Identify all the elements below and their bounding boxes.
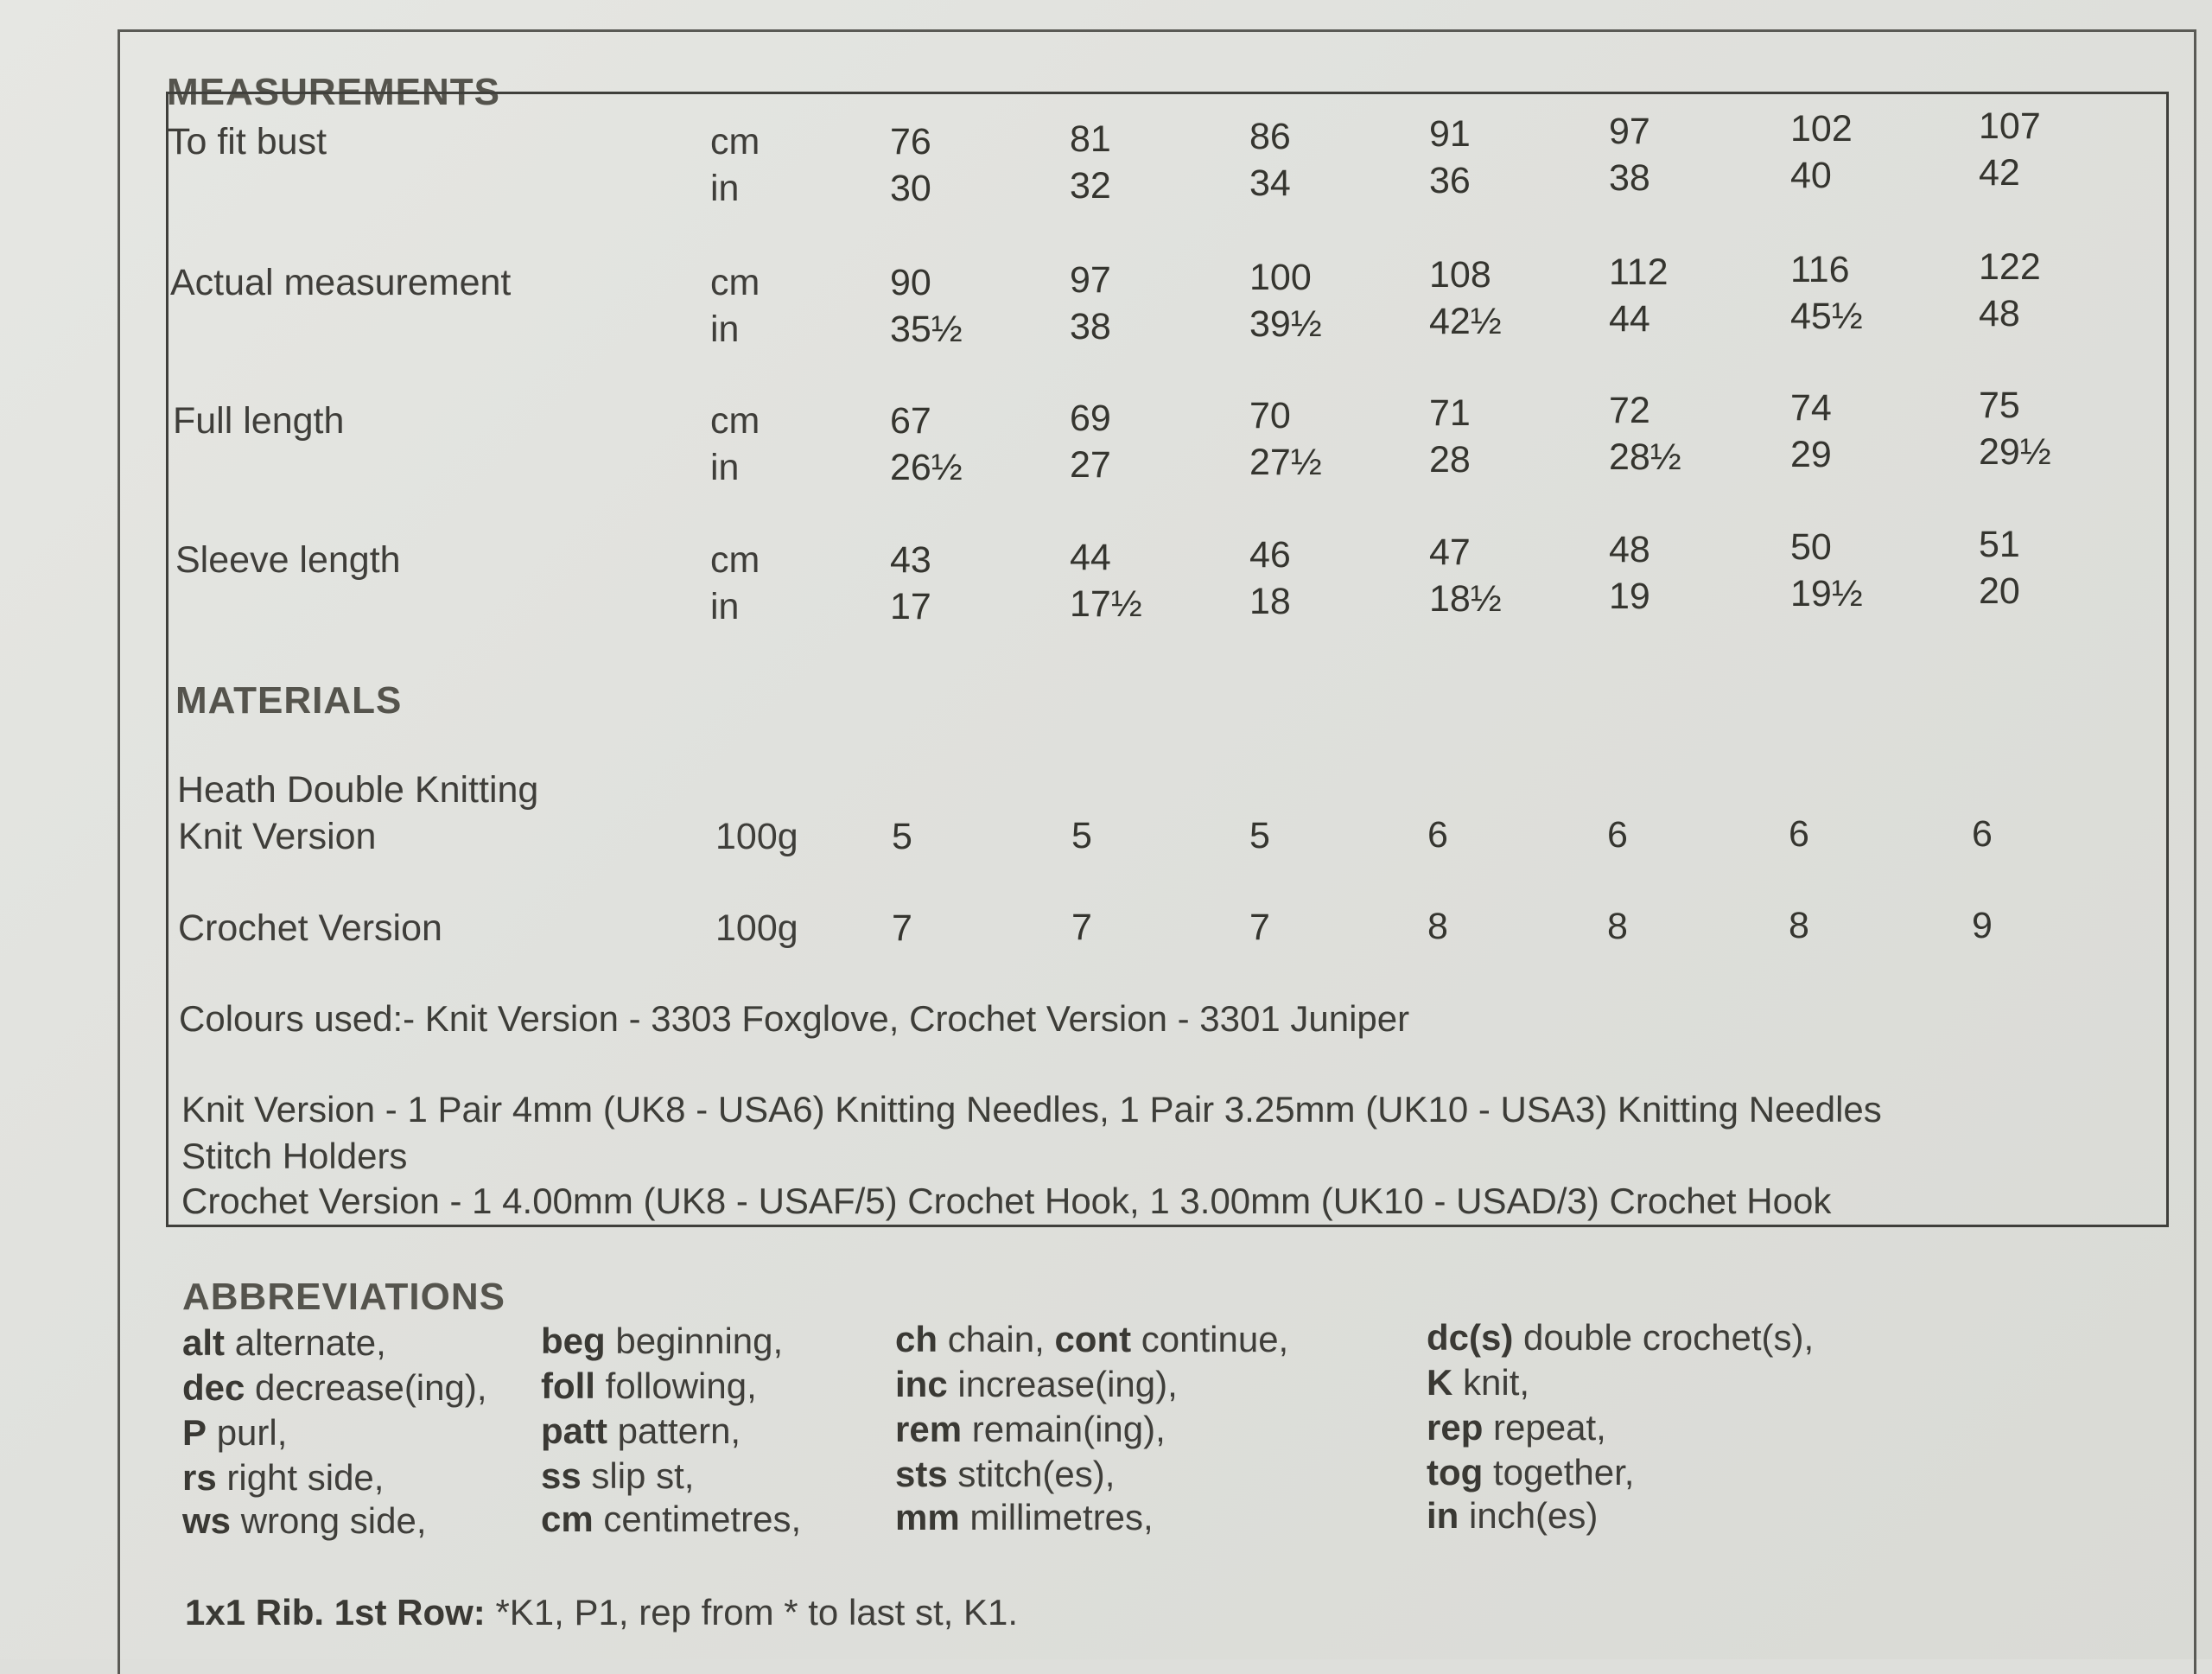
abbreviation-item (182, 1457, 384, 1499)
unit-cm: cm (710, 400, 760, 442)
abbreviation-term: inc (895, 1364, 948, 1404)
measurement-label: Actual measurement (170, 262, 512, 303)
measurement-value: 76 (890, 121, 931, 162)
measurement-value: 47 (1429, 531, 1471, 573)
abbreviation-term: sts (895, 1454, 948, 1494)
measurement-value: 50 (1790, 526, 1832, 568)
material-quantity: 5 (892, 816, 912, 857)
abbreviation-meaning: stitch(es), (957, 1454, 1116, 1494)
measurement-value: 69 (1070, 398, 1111, 439)
abbreviation-item (1427, 1317, 1814, 1359)
abbreviation-item (895, 1454, 1115, 1495)
abbreviation-item (541, 1365, 757, 1407)
abbreviation-meaning: decrease(ing), (255, 1367, 487, 1408)
measurement-value: 42 (1979, 152, 2020, 194)
abbreviation-item (895, 1409, 1166, 1450)
measurement-value: 70 (1249, 395, 1291, 436)
abbreviation-meaning: millimetres, (969, 1497, 1154, 1537)
abbreviation-term: rep (1427, 1407, 1484, 1448)
measurements-heading: MEASUREMENTS (167, 71, 501, 113)
abbreviation-meaning: repeat, (1493, 1407, 1606, 1448)
unit-cm: cm (710, 262, 760, 303)
hooks-note: Crochet Version - 1 4.00mm (UK8 - USAF/5) Crochet Hook, 1 3.00mm (UK10 - USAD/3) Crochet Hook (181, 1181, 1832, 1221)
abbreviation-meaning: pattern, (617, 1410, 741, 1451)
abbreviation-meaning: right side, (226, 1457, 385, 1498)
measurement-value: 86 (1249, 116, 1291, 157)
measurement-value: 18½ (1429, 578, 1502, 620)
material-quantity: 5 (1249, 815, 1270, 856)
colours-note: Colours used:- Knit Version - 3303 Foxglove, Crochet Version - 3301 Juniper (179, 998, 1410, 1039)
abbreviation-meaning: beginning, (615, 1321, 784, 1361)
measurement-value: 38 (1609, 157, 1650, 199)
abbreviation-meaning: continue, (1141, 1319, 1289, 1359)
measurement-value: 38 (1070, 306, 1111, 347)
measurement-value: 32 (1070, 165, 1111, 207)
measurement-value: 27½ (1249, 442, 1322, 483)
abbreviation-meaning: centimetres, (603, 1499, 802, 1539)
abbreviation-meaning: wrong side, (240, 1500, 427, 1541)
measurement-value: 43 (890, 539, 931, 581)
abbreviation-term: foll (541, 1365, 595, 1406)
measurement-value: 81 (1070, 118, 1111, 160)
measurement-value: 90 (890, 262, 931, 303)
abbreviation-item (1427, 1495, 1598, 1537)
abbreviations-heading: ABBREVIATIONS (182, 1276, 505, 1318)
measurement-value: 72 (1609, 390, 1650, 431)
measurement-value: 112 (1609, 251, 1669, 293)
abbreviation-term: rem (895, 1409, 963, 1449)
abbreviation-item (1427, 1452, 1634, 1493)
abbreviation-item (182, 1367, 487, 1409)
unit-in: in (710, 447, 740, 488)
abbreviation-term: tog (1427, 1452, 1484, 1493)
material-unit: 100g (715, 816, 798, 857)
measurement-value: 102 (1790, 108, 1853, 150)
measurement-value: 29 (1790, 434, 1832, 475)
measurement-value: 17½ (1070, 583, 1142, 625)
abbreviation-meaning: remain(ing), (971, 1409, 1166, 1449)
measurement-value: 75 (1979, 385, 2020, 426)
abbreviation-meaning: slip st, (591, 1455, 695, 1496)
abbreviation-item (1427, 1362, 1529, 1403)
abbreviation-term: ss (541, 1455, 582, 1496)
abbreviation-term: alt (182, 1322, 226, 1363)
abbreviation-term: dc(s) (1427, 1317, 1514, 1358)
measurement-value: 36 (1429, 160, 1471, 201)
abbreviation-term: in (1427, 1495, 1459, 1536)
abbreviation-term: K (1427, 1362, 1453, 1403)
measurement-value: 19½ (1790, 573, 1863, 614)
measurement-value: 46 (1249, 534, 1291, 576)
material-quantity: 7 (1249, 907, 1270, 948)
abbreviation-term: beg (541, 1321, 606, 1361)
abbreviation-term: P (182, 1412, 207, 1453)
measurement-value: 34 (1249, 162, 1291, 204)
abbreviation-term: ch (895, 1319, 938, 1359)
abbreviation-item (541, 1499, 801, 1540)
abbreviation-term: ws (182, 1500, 232, 1541)
material-quantity: 6 (1607, 814, 1628, 856)
measurement-value: 28 (1429, 439, 1471, 481)
abbreviation-item (182, 1322, 386, 1364)
stitch-holders-note: Stitch Holders (181, 1136, 408, 1176)
measurement-value: 107 (1979, 105, 2041, 147)
abbreviation-item (182, 1500, 426, 1542)
measurement-value: 116 (1790, 249, 1850, 290)
rib-label: 1x1 Rib. 1st Row: (185, 1592, 486, 1633)
unit-in: in (710, 309, 740, 350)
abbreviation-item (541, 1410, 741, 1452)
abbreviation-item (541, 1321, 783, 1362)
material-quantity: 5 (1071, 815, 1092, 856)
measurement-value: 45½ (1790, 296, 1863, 337)
measurement-label: Sleeve length (175, 539, 401, 581)
measurement-value: 40 (1790, 155, 1832, 196)
abbreviation-meaning: double crochet(s), (1523, 1317, 1815, 1358)
abbreviation-term: rs (182, 1457, 217, 1498)
measurement-label: To fit bust (168, 121, 327, 162)
measurement-value: 67 (890, 400, 931, 442)
unit-cm: cm (710, 539, 760, 581)
measurement-value: 44 (1070, 537, 1111, 578)
material-label: Knit Version (178, 816, 377, 857)
abbreviation-term: cm (541, 1499, 594, 1539)
abbreviation-term: mm (895, 1497, 960, 1537)
rib-text: *K1, P1, rep from * to last st, K1. (495, 1592, 1019, 1633)
abbreviation-item (1427, 1407, 1606, 1448)
material-quantity: 8 (1607, 906, 1628, 947)
material-quantity: 7 (1071, 907, 1092, 948)
measurement-value: 39½ (1249, 303, 1322, 345)
material-unit: 100g (715, 907, 798, 949)
measurement-value: 51 (1979, 524, 2020, 565)
yarn-name: Heath Double Knitting (177, 769, 539, 811)
measurement-value: 20 (1979, 570, 2020, 612)
unit-cm: cm (710, 121, 760, 162)
measurement-value: 97 (1609, 111, 1650, 152)
materials-heading: MATERIALS (175, 679, 403, 722)
measurement-value: 17 (890, 586, 931, 627)
abbreviation-term: patt (541, 1410, 607, 1451)
measurement-value: 26½ (890, 447, 963, 488)
abbreviation-item (895, 1364, 1178, 1405)
material-quantity: 9 (1972, 905, 1993, 946)
unit-in: in (710, 168, 740, 209)
abbreviation-term: dec (182, 1367, 245, 1408)
measurement-value: 18 (1249, 581, 1291, 622)
measurement-value: 74 (1790, 387, 1832, 429)
abbreviation-item (895, 1497, 1154, 1538)
abbreviation-item (895, 1319, 1288, 1360)
abbreviation-meaning: increase(ing), (957, 1364, 1178, 1404)
measurement-value: 30 (890, 168, 931, 209)
measurement-value: 97 (1070, 259, 1111, 301)
abbreviation-item (182, 1412, 287, 1454)
measurement-value: 27 (1070, 444, 1111, 486)
measurement-value: 28½ (1609, 436, 1681, 478)
abbreviation-meaning: knit, (1463, 1362, 1530, 1403)
measurement-value: 48 (1609, 529, 1650, 570)
material-quantity: 7 (892, 907, 912, 949)
abbreviation-meaning: chain, (947, 1319, 1045, 1359)
material-quantity: 8 (1427, 906, 1448, 947)
measurement-value: 122 (1979, 246, 2041, 288)
abbreviation-term: cont (1054, 1319, 1132, 1359)
measurement-value: 100 (1249, 257, 1312, 298)
measurement-value: 44 (1609, 298, 1650, 340)
abbreviation-meaning: alternate, (234, 1322, 386, 1363)
needles-note: Knit Version - 1 Pair 4mm (UK8 - USA6) Knitting Needles, 1 Pair 3.25mm (UK10 - USA3) Knitting Needles (181, 1089, 1882, 1130)
material-label: Crochet Version (178, 907, 442, 949)
abbreviation-meaning: purl, (216, 1412, 288, 1453)
measurement-value: 48 (1979, 293, 2020, 334)
measurement-value: 108 (1429, 254, 1491, 296)
material-quantity: 6 (1427, 814, 1448, 856)
abbreviation-item (541, 1455, 694, 1497)
measurement-value: 42½ (1429, 301, 1502, 342)
material-quantity: 8 (1789, 905, 1809, 946)
abbreviation-meaning: following, (605, 1365, 757, 1406)
abbreviation-meaning: inch(es) (1469, 1495, 1599, 1536)
measurement-value: 29½ (1979, 431, 2051, 473)
measurement-value: 71 (1429, 392, 1471, 434)
rib-instruction (185, 1592, 1018, 1633)
measurement-label: Full length (173, 400, 345, 442)
material-quantity: 6 (1789, 813, 1809, 855)
measurement-value: 91 (1429, 113, 1471, 155)
measurement-value: 35½ (890, 309, 963, 350)
measurement-value: 19 (1609, 576, 1650, 617)
unit-in: in (710, 586, 740, 627)
material-quantity: 6 (1972, 813, 1993, 855)
abbreviation-meaning: together, (1492, 1452, 1635, 1493)
